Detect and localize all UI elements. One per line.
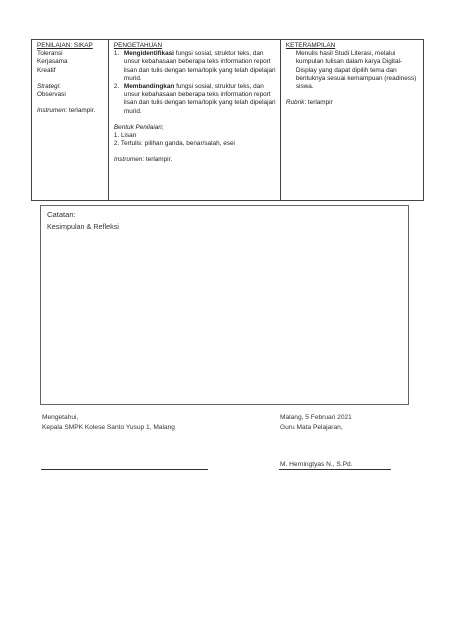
- item-text: fungsi sosial, struktur teks, dan unsur kebahasaan beberapa teks information report lisan dan tulis dengan tema/topik yang telah dipelajari murid.: [123, 83, 276, 115]
- knowledge-heading: PENGETAHUAN: [113, 42, 163, 49]
- knowledge-item: [114, 83, 276, 116]
- teacher-signature-line: [279, 469, 391, 470]
- instrument-value: : terlampir.: [65, 107, 96, 115]
- skills-body: Menulis hasil Studi Literasi, melalui kumpulan tulisan dalam karya Digital-Display yang dapat dipilih tema dan bentuknya sesuai kemampuan (readiness) siswa.: [295, 50, 417, 91]
- skills-heading: KETERAMPILAN: [285, 42, 336, 49]
- principal-signature-line: [41, 469, 208, 470]
- assessment-form-item: 1. Lisan: [113, 132, 137, 140]
- knowledge-item: [114, 50, 276, 83]
- item-keyword: Mengidentifikasi: [123, 50, 174, 58]
- teacher-signature-block: [280, 413, 352, 433]
- skills-cell: [280, 40, 423, 201]
- strategy-label: Strategi: [37, 82, 60, 90]
- principal-signature-block: [42, 413, 175, 433]
- acknowledged-label: Mengetahui,: [42, 414, 79, 421]
- instrument-value: : terlampir.: [142, 156, 173, 164]
- place-date: Malang, 5 Februari 2021: [280, 414, 352, 421]
- notes-title: Catatan:: [47, 210, 76, 219]
- attitude-item: Toleransi: [37, 50, 63, 58]
- item-number: 1.: [113, 50, 120, 58]
- assessment-form-item: 2. Tertulis: pilihan ganda, benar/salah, esei: [113, 140, 235, 148]
- teacher-name: M. Herningtyas N., S.Pd.: [280, 461, 353, 468]
- attitude-heading: PENILAIAN: SIKAP: [37, 42, 93, 49]
- instrument-label: Instrumen: [113, 156, 143, 164]
- strategy-value: Observasi: [37, 91, 66, 99]
- notes-subtitle: Kesimpulan & Refleksi: [47, 222, 119, 231]
- notes-box: [40, 205, 409, 405]
- assessment-table: [31, 39, 424, 201]
- knowledge-list: [114, 50, 276, 116]
- item-keyword: Membandingkan: [123, 83, 175, 91]
- assessment-form-colon: ;: [161, 123, 164, 131]
- principal-title: Kepala SMPK Kolese Santo Yusup 1, Malang: [42, 424, 175, 431]
- item-number: 2.: [113, 83, 120, 91]
- attitude-item: Kreatif: [37, 66, 56, 74]
- attitude-cell: [32, 40, 109, 201]
- attitude-item: Kerjasama: [37, 58, 68, 66]
- assessment-form-label: Bentuk Penilaian: [113, 123, 162, 131]
- rubric-label: Rubrik: [285, 99, 305, 107]
- rubric-line: [286, 99, 419, 107]
- instrument-label: Instrumen: [37, 107, 66, 115]
- item-text: fungsi sosial, struktur teks, dan unsur kebahasaan beberapa teks information report lisan dan tulis dengan tema/topik yang telah dipelajari murid.: [123, 50, 276, 82]
- teacher-title: Guru Mata Pelajaran,: [280, 424, 343, 431]
- attitude-instrument: [37, 107, 104, 115]
- assessment-form-line: [114, 124, 276, 132]
- rubric-value: : terlampir: [304, 99, 333, 107]
- strategy-colon: :: [59, 82, 61, 90]
- knowledge-instrument: [114, 156, 276, 164]
- strategy-line: [37, 83, 104, 91]
- knowledge-cell: [108, 40, 280, 201]
